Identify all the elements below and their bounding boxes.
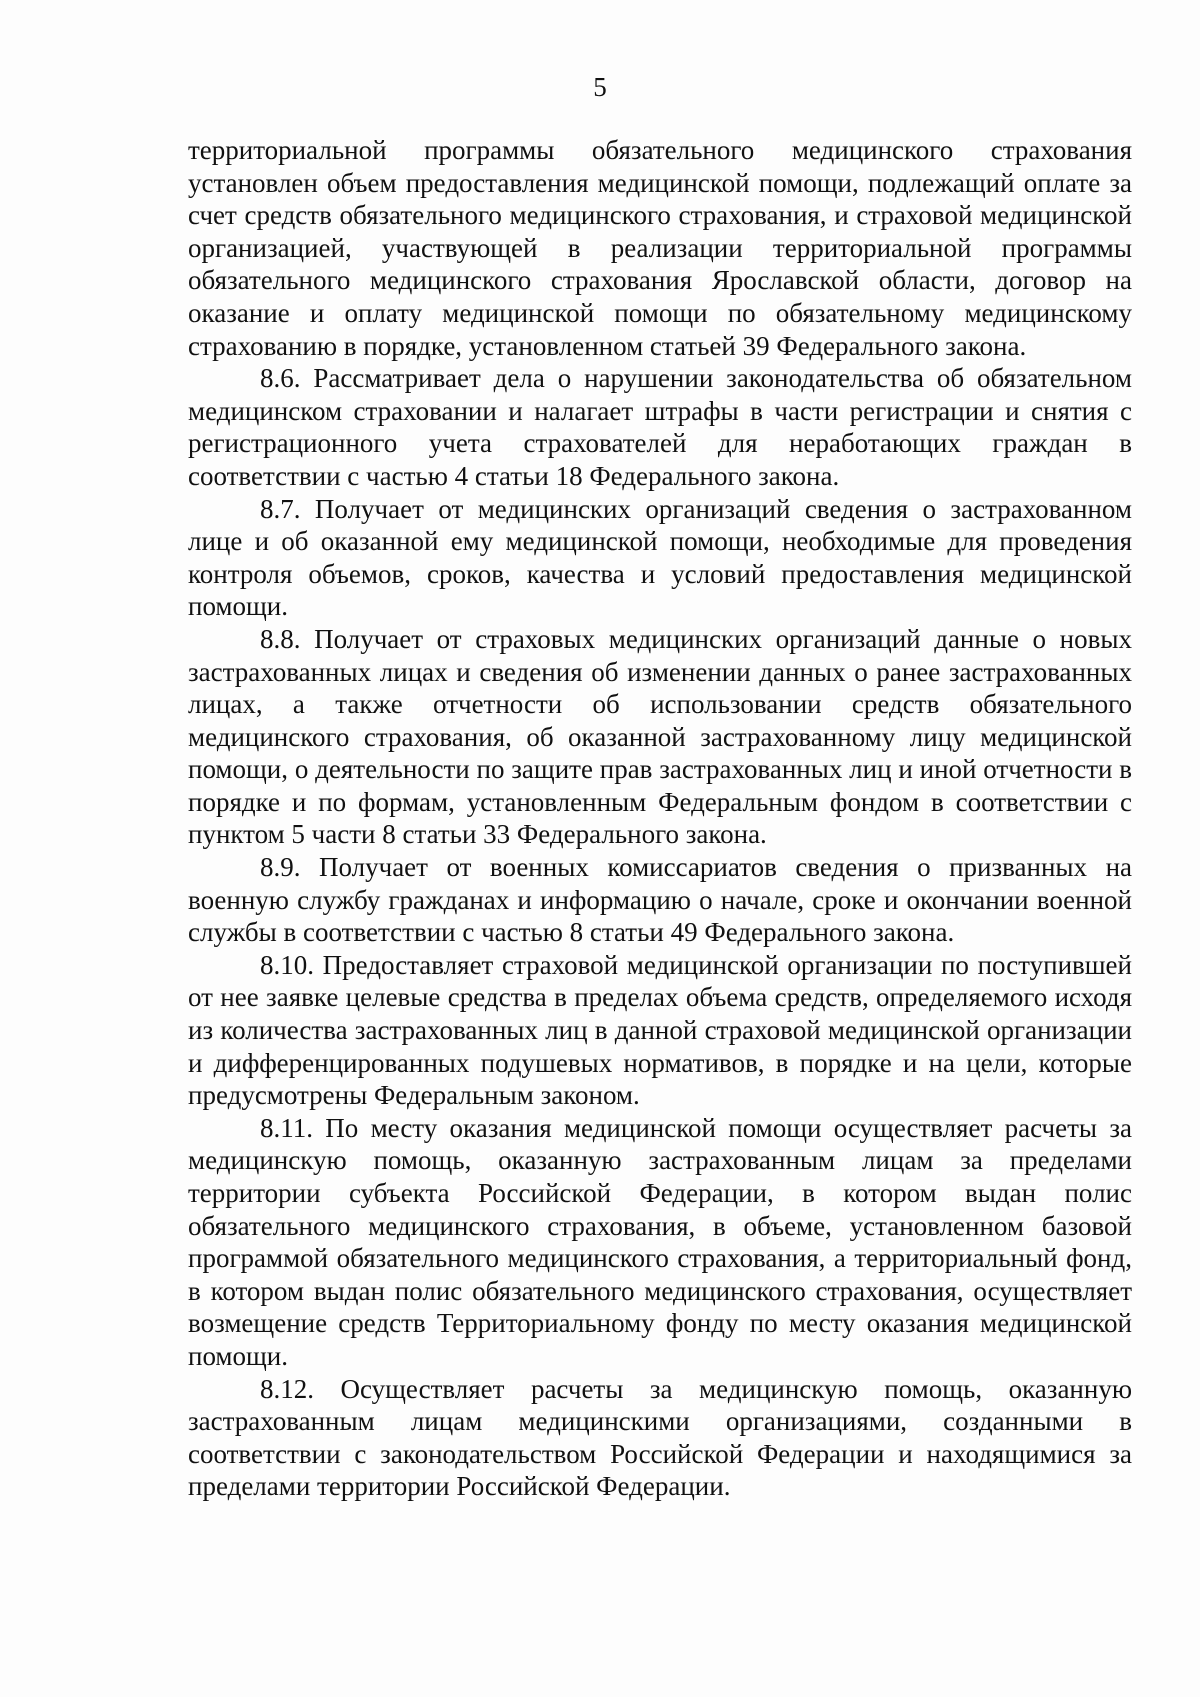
paragraph-continuation: территориальной программы обязательного медицинского страхования установлен объем предоставления медицинской помощи, подлежащий оплате за счет средств обязательного медицинского страхования, и страховой медицинской организацией, участвующей в реализации территориальной программы обязательного медицинского страхования Ярославской области, договор на оказание и оплату медицинской помощи по обязательному медицинскому страхованию в порядке, установленном статьей 39 Федерального закона. bbox=[188, 135, 1132, 361]
paragraph-8-9: 8.9. Получает от военных комиссариатов сведения о призванных на военную службу гражданах и информацию о начале, сроке и окончании военной службы в соответствии с частью 8 статьи 49 Федерального закона. bbox=[188, 852, 1132, 948]
paragraph-8-12: 8.12. Осуществляет расчеты за медицинскую помощь, оказанную застрахованным лицам медицинскими организациями, созданными в соответствии с законодательством Российской Федерации и находящимися за пределами территории Российской Федерации. bbox=[188, 1373, 1132, 1502]
paragraph-8-10: 8.10. Предоставляет страховой медицинской организации по поступившей от нее заявке целевые средства в пределах объема средств, определяемого исходя из количества застрахованных лиц в данной страховой медицинской организации и дифференцированных подушевых нормативов, в порядке и на цели, которые предусмотрены Федеральным законом. bbox=[188, 949, 1132, 1111]
page-number: 5 bbox=[593, 72, 607, 102]
paragraph-8-11: 8.11. По месту оказания медицинской помощи осуществляет расчеты за медицинскую помощь, оказанную застрахованным лицам за пределами территории субъекта Российской Федерации, в котором выдан полис обязательного медицинского страхования, в объеме, установленном базовой программой обязательного медицинского страхования, а территориальный фонд, в котором выдан полис обязательного медицинского страхования, осуществляет возмещение средств Территориальному фонду по месту оказания медицинской помощи. bbox=[188, 1112, 1132, 1371]
paragraph-8-6: 8.6. Рассматривает дела о нарушении законодательства об обязательном медицинском страховании и налагает штрафы в части регистрации и снятия с регистрационного учета страхователей для неработающих граждан в соответствии с частью 4 статьи 18 Федерального закона. bbox=[188, 363, 1132, 491]
paragraph-8-7: 8.7. Получает от медицинских организаций сведения о застрахованном лице и об оказанной ему медицинской помощи, необходимые для проведения контроля объемов, сроков, качества и условий предоставления медицинской помощи. bbox=[188, 493, 1132, 622]
document-body bbox=[188, 134, 1132, 1503]
paragraph-8-8: 8.8. Получает от страховых медицинских организаций данные о новых застрахованных лицах и сведения об изменении данных о ранее застрахованных лицах, а также отчетности об использовании средств обязательного медицинского страхования, об оказанной застрахованному лицу медицинской помощи, о деятельности по защите прав застрахованных лиц и иной отчетности в порядке и по формам, установленным Федеральным фондом в соответствии с пунктом 5 части 8 статьи 33 Федерального закона. bbox=[188, 623, 1132, 850]
